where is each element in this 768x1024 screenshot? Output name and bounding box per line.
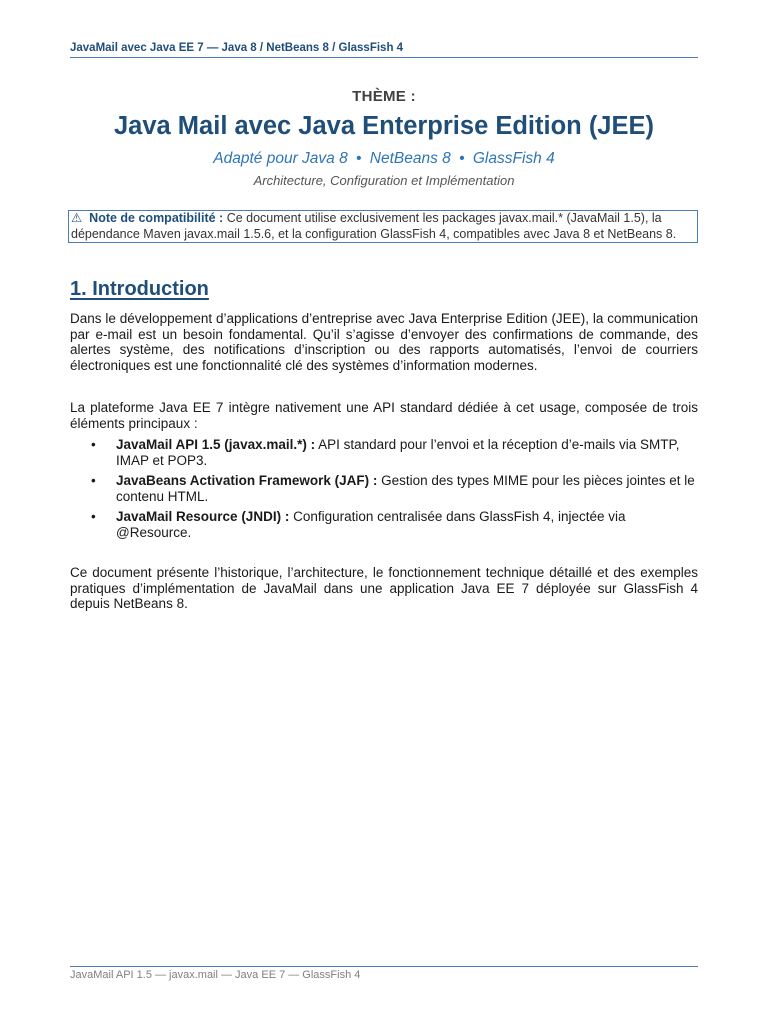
- list-item-text: API standard pour l’envoi et la réception d’e-mails via SMTP, IMAP et POP3.: [116, 437, 680, 468]
- subtitle-glassfish: GlassFish 4: [472, 150, 555, 167]
- bullet-icon: •: [91, 508, 96, 524]
- document-page: [70, 0, 698, 1024]
- list-item-term: JavaMail API 1.5 (javax.mail.*) :: [116, 437, 316, 452]
- subtitle-separator: •: [459, 150, 465, 167]
- document-subtitle: [70, 150, 698, 168]
- components-list: [70, 437, 698, 545]
- subtitle-separator: •: [356, 150, 362, 167]
- bullet-icon: •: [91, 472, 96, 488]
- list-item-term: JavaMail Resource (JNDI) :: [116, 508, 290, 524]
- section-heading-introduction: 1. Introduction: [70, 278, 209, 300]
- list-item-text: Gestion des types MIME pour les pièces jointes et le contenu HTML.: [116, 472, 695, 504]
- warning-icon: ⚠: [71, 211, 83, 225]
- bullet-icon: •: [91, 437, 96, 452]
- list-item: [70, 437, 698, 468]
- compatibility-note: [68, 210, 698, 243]
- list-item-text: Configuration centralisée dans GlassFish 4, injectée via @Resource.: [116, 508, 626, 540]
- document-tagline: Architecture, Configuration et Implémentation: [253, 173, 515, 188]
- introduction-paragraph-2: La plateforme Java EE 7 intègre nativement une API standard dédiée à cet usage, composée de trois éléments principaux :: [70, 400, 698, 431]
- compatibility-note-text: Ce document utilise exclusivement les packages javax.mail.* (JavaMail 1.5), la dépendance Maven javax.mail 1.5.6, et la configuration GlassFish 4, compatibles avec Java 8 et NetBeans 8.: [71, 211, 677, 241]
- theme-label: THÈME :: [352, 88, 416, 105]
- list-item: [70, 473, 698, 504]
- compatibility-note-label: Note de compatibilité :: [89, 211, 224, 225]
- list-item-term: JavaBeans Activation Framework (JAF) :: [116, 472, 378, 488]
- running-footer: JavaMail API 1.5 — javax.mail — Java EE 7 — GlassFish 4: [70, 966, 698, 982]
- introduction-paragraph-3: Ce document présente l’historique, l’architecture, le fonctionnement technique détaillé et des exemples pratiques d’implémentation de JavaMail dans une application Java EE 7 déployée sur GlassFish 4 depuis NetBeans 8.: [70, 565, 698, 612]
- list-item: [70, 509, 698, 540]
- running-header: JavaMail avec Java EE 7 — Java 8 / NetBeans 8 / GlassFish 4: [70, 42, 698, 58]
- document-title: Java Mail avec Java Enterprise Edition (JEE): [114, 112, 654, 140]
- subtitle-java: Adapté pour Java 8: [213, 150, 348, 167]
- introduction-paragraph-1: Dans le développement d’applications d’entreprise avec Java Enterprise Edition (JEE), la communication par e-mail est un besoin fondamental. Qu’il s’agisse d’envoyer des confirmations de commande, des alertes système, des notifications d’inscription ou des rapports automatisés, l’envoi de courriers électroniques est une fonctionnalité clé des systèmes d’information modernes.: [70, 311, 698, 374]
- subtitle-netbeans: NetBeans 8: [369, 150, 451, 167]
